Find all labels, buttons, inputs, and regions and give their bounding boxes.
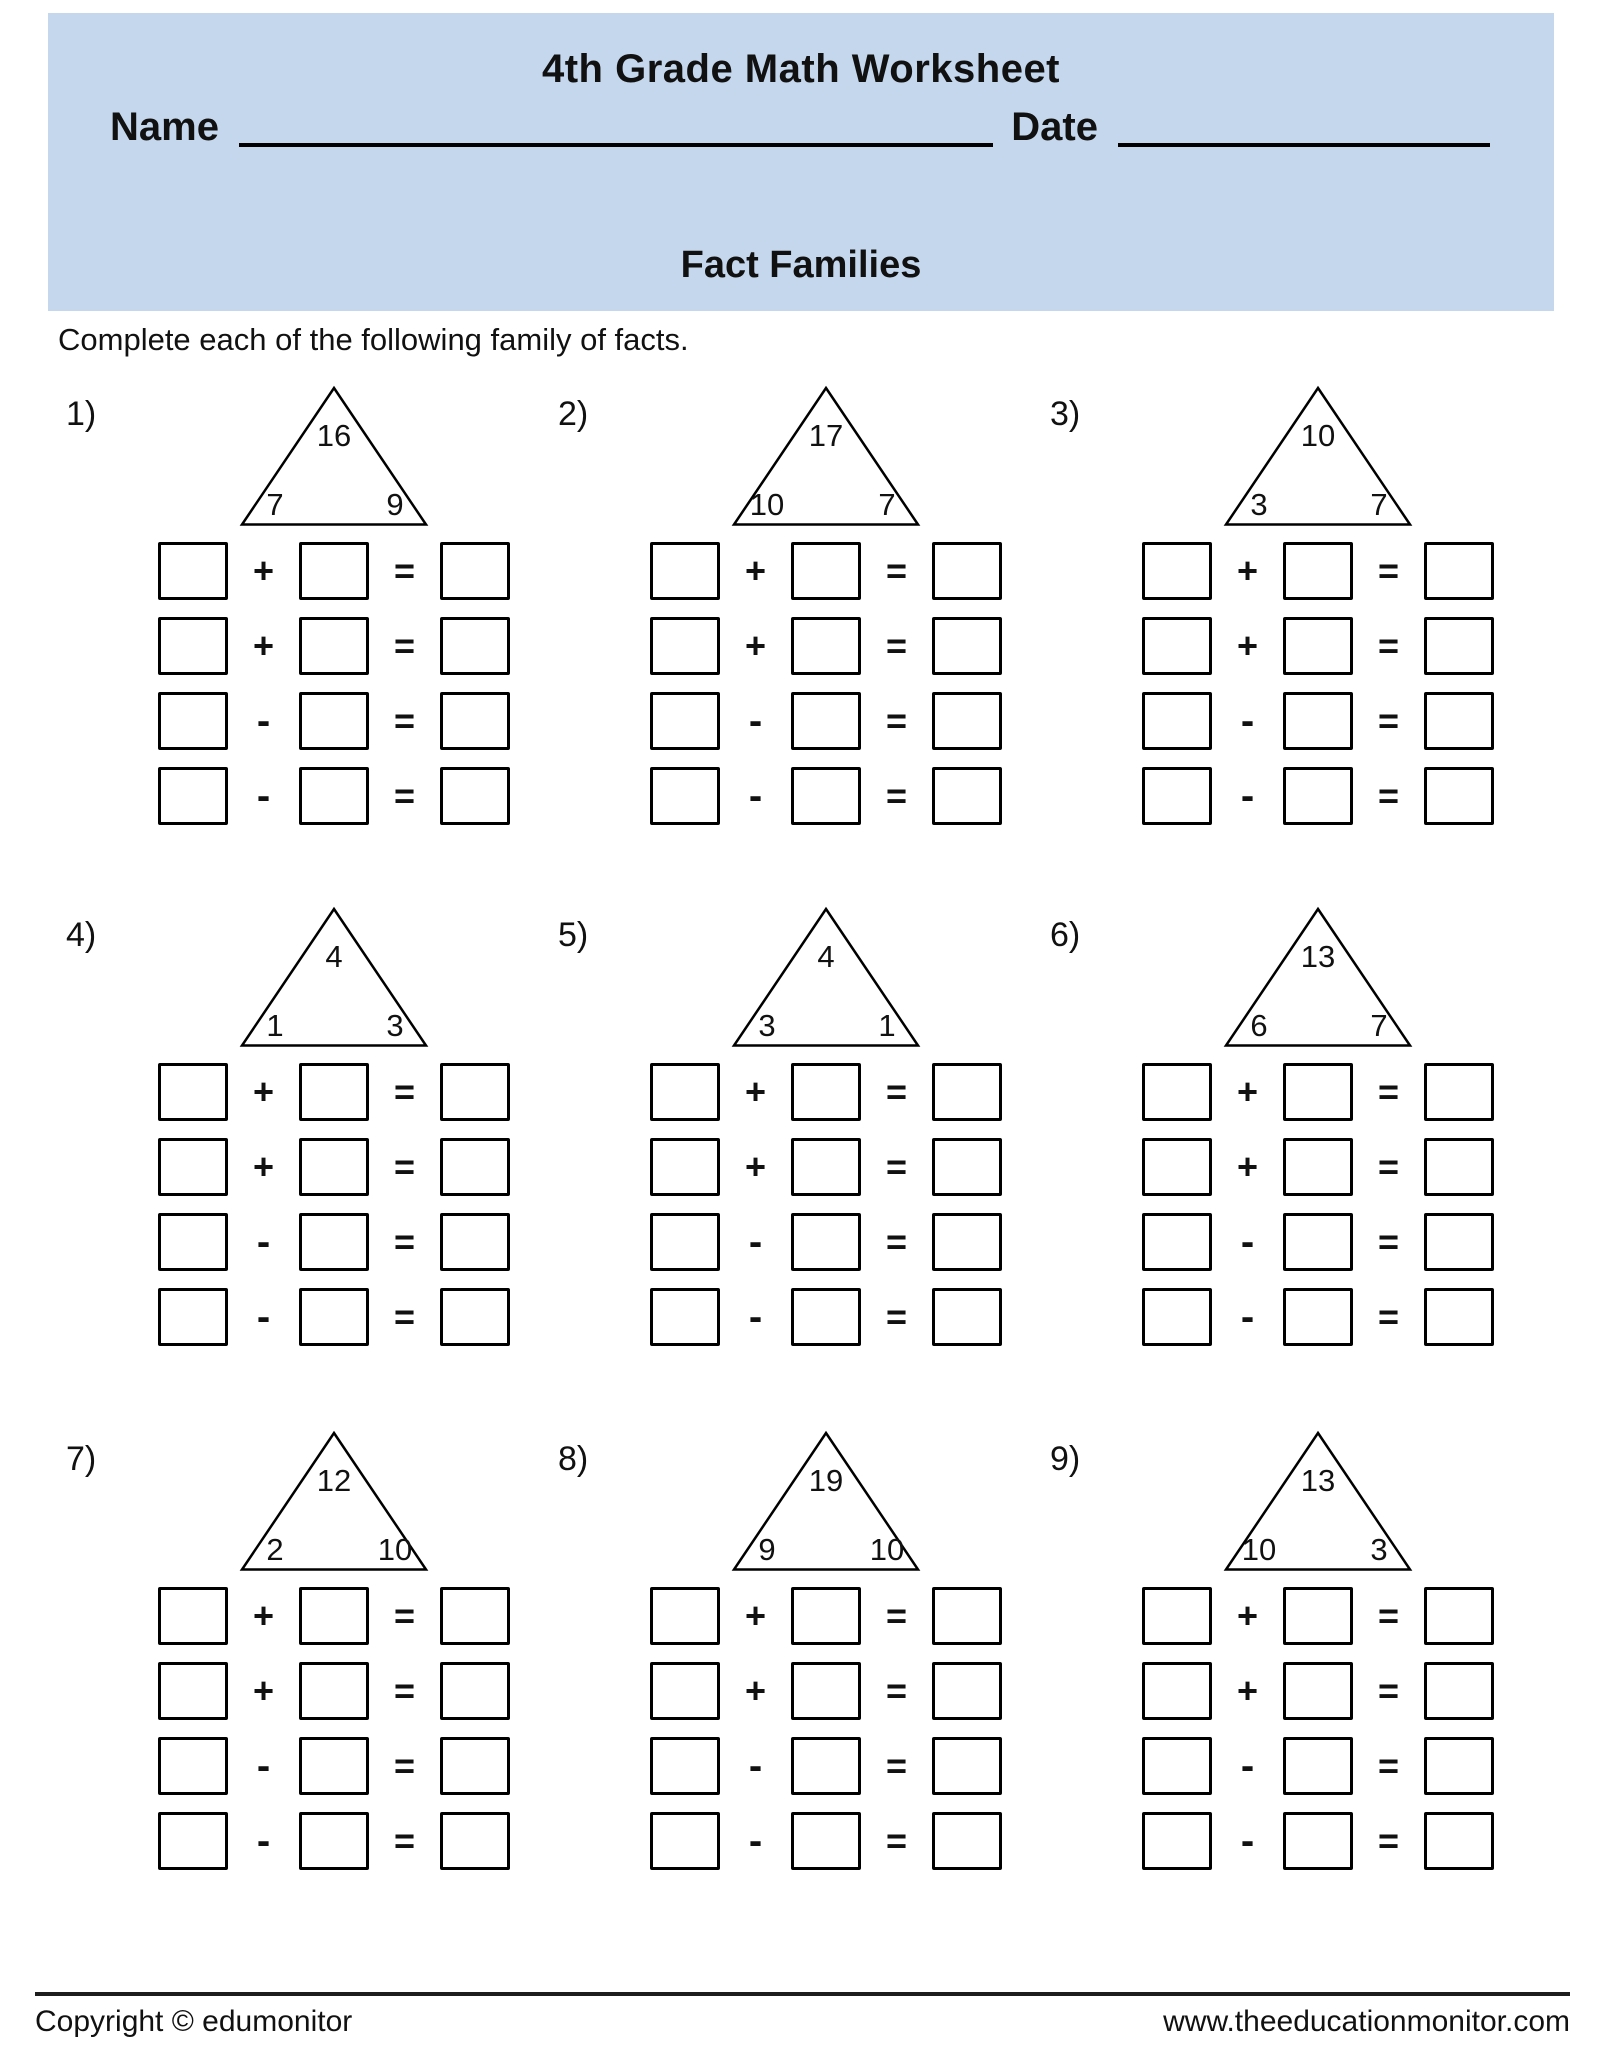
triangle-top-number: 13 <box>1300 1463 1336 1498</box>
problem-8 <box>558 1430 1002 1870</box>
triangle-top-number: 16 <box>316 418 352 453</box>
plus-operator: + <box>1236 625 1259 666</box>
answer-box[interactable] <box>1424 542 1494 600</box>
problem-number: 3) <box>1050 395 1081 433</box>
equation-row <box>650 692 1002 750</box>
answer-box[interactable] <box>1424 1063 1494 1121</box>
minus-operator: - <box>1240 1744 1255 1788</box>
triangle-left-number: 6 <box>1250 1008 1268 1043</box>
triangle-right-number: 9 <box>386 487 404 522</box>
minus-operator: - <box>256 1819 271 1863</box>
answer-box[interactable] <box>440 1737 510 1795</box>
minus-operator: - <box>256 1744 271 1788</box>
equation-row <box>158 1213 510 1271</box>
equals-sign: = <box>393 1820 416 1861</box>
answer-box[interactable] <box>1424 1662 1494 1720</box>
answer-box[interactable] <box>1142 1213 1212 1271</box>
equals-sign: = <box>885 1296 908 1337</box>
triangle-right-number: 3 <box>386 1008 404 1043</box>
answer-box[interactable] <box>158 1288 228 1346</box>
equation-row <box>158 1288 510 1346</box>
answer-box[interactable] <box>1424 617 1494 675</box>
answer-box[interactable] <box>932 1737 1002 1795</box>
minus-operator: - <box>748 1295 763 1339</box>
answer-box[interactable] <box>650 1737 720 1795</box>
answer-box[interactable] <box>650 1213 720 1271</box>
answer-box[interactable] <box>1142 692 1212 750</box>
copyright-text: Copyright © edumonitor <box>35 2005 353 2038</box>
answer-box[interactable] <box>299 767 369 825</box>
problem-number: 4) <box>66 916 97 954</box>
answer-box[interactable] <box>299 542 369 600</box>
equation-row <box>650 542 1002 600</box>
answer-box[interactable] <box>440 1587 510 1645</box>
answer-box[interactable] <box>1283 542 1353 600</box>
answer-box[interactable] <box>791 1812 861 1870</box>
answer-box[interactable] <box>1142 767 1212 825</box>
answer-box[interactable] <box>1142 617 1212 675</box>
name-label: Name <box>110 105 219 149</box>
answer-box[interactable] <box>1424 1288 1494 1346</box>
equation-row <box>158 1812 510 1870</box>
problem-number: 7) <box>66 1440 97 1478</box>
equation-row <box>158 692 510 750</box>
equation-row <box>1142 1812 1494 1870</box>
answer-box[interactable] <box>1142 1662 1212 1720</box>
minus-operator: - <box>748 1819 763 1863</box>
answer-box[interactable] <box>791 1587 861 1645</box>
triangle-top-number: 19 <box>808 1463 844 1498</box>
triangle-right-number: 7 <box>1370 487 1388 522</box>
answer-box[interactable] <box>1283 617 1353 675</box>
answer-box[interactable] <box>932 1063 1002 1121</box>
equation-row <box>158 542 510 600</box>
fact-triangle <box>1223 1430 1413 1572</box>
answer-box[interactable] <box>440 1662 510 1720</box>
answer-box[interactable] <box>1424 1737 1494 1795</box>
triangle-left-number: 10 <box>749 487 785 522</box>
equation-row <box>650 617 1002 675</box>
answer-box[interactable] <box>932 1587 1002 1645</box>
plus-operator: + <box>1236 550 1259 591</box>
problem-9 <box>1050 1430 1494 1870</box>
minus-operator: - <box>1240 699 1255 743</box>
answer-box[interactable] <box>158 1138 228 1196</box>
equation-rows <box>158 542 510 825</box>
answer-box[interactable] <box>791 1063 861 1121</box>
equals-sign: = <box>1377 775 1400 816</box>
equation-row <box>158 1063 510 1121</box>
plus-operator: + <box>1236 1146 1259 1187</box>
answer-box[interactable] <box>1283 1138 1353 1196</box>
plus-operator: + <box>744 1071 767 1112</box>
equals-sign: = <box>885 1146 908 1187</box>
equals-sign: = <box>885 625 908 666</box>
answer-box[interactable] <box>650 1063 720 1121</box>
equation-row <box>158 617 510 675</box>
minus-operator: - <box>748 699 763 743</box>
equation-rows <box>650 1587 1002 1870</box>
equals-sign: = <box>1377 1146 1400 1187</box>
answer-box[interactable] <box>1283 1587 1353 1645</box>
equation-row <box>1142 1063 1494 1121</box>
equals-sign: = <box>393 1146 416 1187</box>
answer-box[interactable] <box>791 1138 861 1196</box>
problem-number: 2) <box>558 395 589 433</box>
answer-box[interactable] <box>932 1812 1002 1870</box>
plus-operator: + <box>252 1071 275 1112</box>
answer-box[interactable] <box>1424 1587 1494 1645</box>
equals-sign: = <box>1377 1820 1400 1861</box>
fact-triangle <box>731 385 921 527</box>
triangle-right-number: 10 <box>869 1532 905 1567</box>
triangle-top-number: 13 <box>1300 939 1336 974</box>
answer-box[interactable] <box>650 1288 720 1346</box>
problem-number: 8) <box>558 1440 589 1478</box>
answer-box[interactable] <box>299 1737 369 1795</box>
minus-operator: - <box>256 1220 271 1264</box>
answer-box[interactable] <box>650 617 720 675</box>
equation-row <box>158 1662 510 1720</box>
answer-box[interactable] <box>650 767 720 825</box>
answer-box[interactable] <box>299 617 369 675</box>
worksheet-footer <box>35 1992 1570 2039</box>
answer-box[interactable] <box>932 1213 1002 1271</box>
equation-row <box>1142 1288 1494 1346</box>
answer-box[interactable] <box>158 1812 228 1870</box>
equation-row <box>650 1138 1002 1196</box>
answer-box[interactable] <box>158 1063 228 1121</box>
answer-box[interactable] <box>440 617 510 675</box>
equals-sign: = <box>1377 1745 1400 1786</box>
answer-box[interactable] <box>1424 767 1494 825</box>
answer-box[interactable] <box>299 1213 369 1271</box>
plus-operator: + <box>744 1670 767 1711</box>
answer-box[interactable] <box>440 767 510 825</box>
answer-box[interactable] <box>932 692 1002 750</box>
plus-operator: + <box>252 1146 275 1187</box>
answer-box[interactable] <box>791 617 861 675</box>
equals-sign: = <box>1377 550 1400 591</box>
equation-row <box>650 767 1002 825</box>
equation-row <box>1142 1587 1494 1645</box>
answer-box[interactable] <box>440 1812 510 1870</box>
answer-box[interactable] <box>1283 1812 1353 1870</box>
answer-box[interactable] <box>1142 1812 1212 1870</box>
problem-number: 6) <box>1050 916 1081 954</box>
minus-operator: - <box>256 1295 271 1339</box>
equation-rows <box>650 542 1002 825</box>
equals-sign: = <box>393 625 416 666</box>
answer-box[interactable] <box>1283 767 1353 825</box>
fact-triangle <box>1223 385 1413 527</box>
answer-box[interactable] <box>1142 1063 1212 1121</box>
equals-sign: = <box>885 700 908 741</box>
answer-box[interactable] <box>158 1587 228 1645</box>
equation-row <box>158 1587 510 1645</box>
answer-box[interactable] <box>1142 1288 1212 1346</box>
equals-sign: = <box>1377 700 1400 741</box>
equals-sign: = <box>885 1595 908 1636</box>
equals-sign: = <box>393 1745 416 1786</box>
answer-box[interactable] <box>1142 542 1212 600</box>
answer-box[interactable] <box>791 767 861 825</box>
answer-box[interactable] <box>932 1138 1002 1196</box>
answer-box[interactable] <box>158 1737 228 1795</box>
answer-box[interactable] <box>791 1737 861 1795</box>
triangle-left-number: 1 <box>266 1008 284 1043</box>
equation-row <box>158 767 510 825</box>
website-text: www.theeducationmonitor.com <box>1163 2005 1570 2038</box>
equation-row <box>650 1662 1002 1720</box>
worksheet-subtitle: Fact Families <box>680 244 922 286</box>
answer-box[interactable] <box>650 1812 720 1870</box>
triangle-top-number: 4 <box>817 939 835 974</box>
minus-operator: - <box>256 774 271 818</box>
equals-sign: = <box>885 1820 908 1861</box>
equals-sign: = <box>885 1071 908 1112</box>
answer-box[interactable] <box>932 617 1002 675</box>
plus-operator: + <box>744 625 767 666</box>
worksheet-title: 4th Grade Math Worksheet <box>541 47 1061 91</box>
answer-box[interactable] <box>440 692 510 750</box>
problem-number: 5) <box>558 916 589 954</box>
equation-row <box>650 1213 1002 1271</box>
plus-operator: + <box>252 1595 275 1636</box>
minus-operator: - <box>1240 1295 1255 1339</box>
equals-sign: = <box>885 550 908 591</box>
equals-sign: = <box>1377 1296 1400 1337</box>
answer-box[interactable] <box>791 692 861 750</box>
answer-box[interactable] <box>1142 1138 1212 1196</box>
fact-triangle <box>731 906 921 1048</box>
equation-rows <box>158 1587 510 1870</box>
answer-box[interactable] <box>299 1138 369 1196</box>
answer-box[interactable] <box>440 1213 510 1271</box>
minus-operator: - <box>1240 1819 1255 1863</box>
problem-number: 9) <box>1050 1440 1081 1478</box>
minus-operator: - <box>1240 774 1255 818</box>
triangle-right-number: 7 <box>1370 1008 1388 1043</box>
minus-operator: - <box>1240 1220 1255 1264</box>
plus-operator: + <box>252 550 275 591</box>
equals-sign: = <box>885 1221 908 1262</box>
equation-row <box>1142 1662 1494 1720</box>
fact-triangle <box>239 385 429 527</box>
equals-sign: = <box>393 775 416 816</box>
minus-operator: - <box>748 774 763 818</box>
equation-rows <box>158 1063 510 1346</box>
equation-row <box>650 1587 1002 1645</box>
answer-box[interactable] <box>1142 1587 1212 1645</box>
answer-box[interactable] <box>1424 692 1494 750</box>
answer-box[interactable] <box>1283 1662 1353 1720</box>
answer-box[interactable] <box>299 1587 369 1645</box>
triangle-right-number: 3 <box>1370 1532 1388 1567</box>
answer-box[interactable] <box>158 1662 228 1720</box>
answer-box[interactable] <box>650 1587 720 1645</box>
equals-sign: = <box>885 775 908 816</box>
problem-7 <box>66 1430 510 1870</box>
problem-3 <box>1050 385 1494 825</box>
answer-box[interactable] <box>791 1213 861 1271</box>
plus-operator: + <box>744 1146 767 1187</box>
equation-row <box>1142 767 1494 825</box>
triangle-right-number: 7 <box>878 487 896 522</box>
answer-box[interactable] <box>1424 1138 1494 1196</box>
answer-box[interactable] <box>791 1288 861 1346</box>
answer-box[interactable] <box>440 542 510 600</box>
answer-box[interactable] <box>440 1288 510 1346</box>
instruction-text: Complete each of the following family of facts. <box>58 322 689 357</box>
plus-operator: + <box>1236 1670 1259 1711</box>
answer-box[interactable] <box>650 542 720 600</box>
equation-row <box>1142 1737 1494 1795</box>
answer-box[interactable] <box>299 1063 369 1121</box>
triangle-top-number: 12 <box>316 1463 352 1498</box>
fact-triangle <box>731 1430 921 1572</box>
problem-2 <box>558 385 1002 825</box>
equals-sign: = <box>393 1071 416 1112</box>
answer-box[interactable] <box>791 542 861 600</box>
equals-sign: = <box>885 1745 908 1786</box>
answer-box[interactable] <box>1424 1812 1494 1870</box>
plus-operator: + <box>744 1595 767 1636</box>
equals-sign: = <box>393 1595 416 1636</box>
equation-row <box>1142 542 1494 600</box>
equals-sign: = <box>1377 1071 1400 1112</box>
equation-row <box>650 1063 1002 1121</box>
equals-sign: = <box>393 1670 416 1711</box>
plus-operator: + <box>252 625 275 666</box>
equation-rows <box>1142 1063 1494 1346</box>
triangle-top-number: 4 <box>325 939 343 974</box>
answer-box[interactable] <box>299 1662 369 1720</box>
answer-box[interactable] <box>299 1288 369 1346</box>
equals-sign: = <box>1377 625 1400 666</box>
answer-box[interactable] <box>158 617 228 675</box>
answer-box[interactable] <box>1283 1737 1353 1795</box>
equation-row <box>1142 692 1494 750</box>
answer-box[interactable] <box>1283 1213 1353 1271</box>
problem-6 <box>1050 906 1494 1346</box>
triangle-left-number: 9 <box>758 1532 776 1567</box>
equation-row <box>650 1737 1002 1795</box>
answer-box[interactable] <box>650 1662 720 1720</box>
equals-sign: = <box>885 1670 908 1711</box>
equation-row <box>650 1288 1002 1346</box>
equals-sign: = <box>393 1296 416 1337</box>
problem-4 <box>66 906 510 1346</box>
plus-operator: + <box>744 550 767 591</box>
answer-box[interactable] <box>932 767 1002 825</box>
equals-sign: = <box>1377 1221 1400 1262</box>
answer-box[interactable] <box>158 692 228 750</box>
answer-box[interactable] <box>440 1138 510 1196</box>
answer-box[interactable] <box>1142 1737 1212 1795</box>
equation-rows <box>1142 542 1494 825</box>
answer-box[interactable] <box>932 1288 1002 1346</box>
triangle-left-number: 10 <box>1241 1532 1277 1567</box>
equals-sign: = <box>1377 1670 1400 1711</box>
answer-box[interactable] <box>650 692 720 750</box>
equation-rows <box>650 1063 1002 1346</box>
fact-triangle <box>239 906 429 1048</box>
equals-sign: = <box>1377 1595 1400 1636</box>
equation-row <box>158 1737 510 1795</box>
answer-box[interactable] <box>791 1662 861 1720</box>
plus-operator: + <box>1236 1071 1259 1112</box>
triangle-left-number: 2 <box>266 1532 284 1567</box>
equation-row <box>1142 617 1494 675</box>
problem-1 <box>66 385 510 825</box>
answer-box[interactable] <box>158 1213 228 1271</box>
answer-box[interactable] <box>1283 1288 1353 1346</box>
equals-sign: = <box>393 700 416 741</box>
date-label: Date <box>1011 105 1098 149</box>
answer-box[interactable] <box>1283 692 1353 750</box>
triangle-top-number: 10 <box>1300 418 1336 453</box>
fact-triangle <box>239 1430 429 1572</box>
plus-operator: + <box>252 1670 275 1711</box>
answer-box[interactable] <box>932 1662 1002 1720</box>
triangle-left-number: 3 <box>758 1008 776 1043</box>
answer-box[interactable] <box>1283 1063 1353 1121</box>
minus-operator: - <box>748 1744 763 1788</box>
answer-box[interactable] <box>440 1063 510 1121</box>
triangle-right-number: 1 <box>878 1008 896 1043</box>
minus-operator: - <box>748 1220 763 1264</box>
equation-row <box>158 1138 510 1196</box>
answer-box[interactable] <box>299 1812 369 1870</box>
answer-box[interactable] <box>1424 1213 1494 1271</box>
plus-operator: + <box>1236 1595 1259 1636</box>
problem-number: 1) <box>66 395 97 433</box>
equation-row <box>1142 1213 1494 1271</box>
triangle-left-number: 3 <box>1250 487 1268 522</box>
fact-triangle <box>1223 906 1413 1048</box>
answer-box[interactable] <box>650 1138 720 1196</box>
equation-rows <box>1142 1587 1494 1870</box>
answer-box[interactable] <box>158 767 228 825</box>
answer-box[interactable] <box>932 542 1002 600</box>
triangle-left-number: 7 <box>266 487 284 522</box>
equals-sign: = <box>393 1221 416 1262</box>
triangle-top-number: 17 <box>808 418 844 453</box>
equals-sign: = <box>393 550 416 591</box>
triangle-right-number: 10 <box>377 1532 413 1567</box>
problem-5 <box>558 906 1002 1346</box>
answer-box[interactable] <box>158 542 228 600</box>
equation-row <box>1142 1138 1494 1196</box>
answer-box[interactable] <box>299 692 369 750</box>
equation-row <box>650 1812 1002 1870</box>
minus-operator: - <box>256 699 271 743</box>
